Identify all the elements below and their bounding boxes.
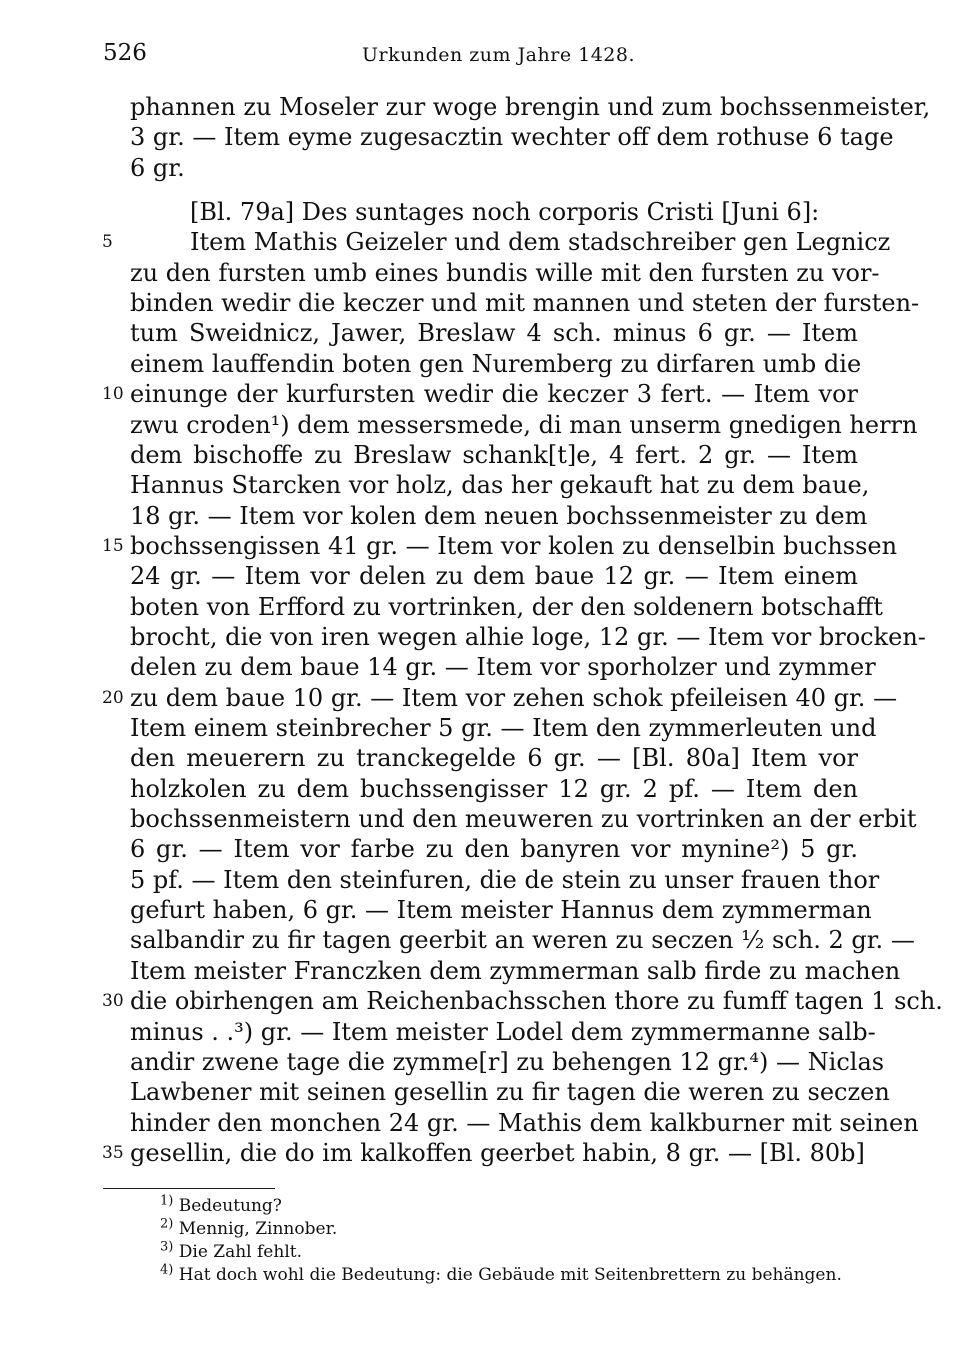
line-number: 15 — [102, 535, 124, 556]
footnote-rule — [103, 1188, 275, 1189]
footnote-mark: 3) — [160, 1239, 174, 1255]
text-line: 24 gr. — Item vor delen zu dem baue 12 gr. — Item einem — [130, 562, 858, 591]
text-line: den meuerern zu tranckegelde 6 gr. — [Bl. 80a] Item vor — [130, 744, 858, 773]
footnote-mark: 1) — [160, 1193, 174, 1209]
text-line: delen zu dem baue 14 gr. — Item vor sporholzer und zymmer — [130, 653, 876, 682]
text-line: minus . .³) gr. — Item meister Lodel dem zymmermanne salb- — [130, 1017, 876, 1046]
footnote — [160, 1264, 842, 1286]
line-number: 35 — [102, 1142, 124, 1163]
page-number: 526 — [103, 40, 147, 66]
footnote-text: Hat doch wohl die Bedeutung: die Gebäude mit Seitenbrettern zu behängen. — [173, 1265, 842, 1285]
footnote-text: Bedeutung? — [173, 1196, 282, 1216]
text-line: die obirhengen am Reichenbachsschen thore zu fumff tagen 1 sch. — [130, 987, 943, 1016]
text-line: einem lauffendin boten gen Nuremberg zu dirfaren umb die — [130, 349, 862, 378]
text-line: holzkolen zu dem buchssengisser 12 gr. 2 pf. — Item den — [130, 774, 858, 803]
footnote-mark: 4) — [160, 1262, 174, 1278]
text-line: 3 gr. — Item eyme zugesacztin wechter off dem rothuse 6 tage — [130, 123, 894, 152]
text-line: salbandir zu fir tagen geerbit an weren zu seczen ½ sch. 2 gr. — — [130, 926, 915, 955]
line-number: 30 — [102, 991, 124, 1012]
text-line: zu den fursten umb eines bundis wille mit den fursten zu vor- — [130, 258, 880, 287]
text-line: phannen zu Moseler zur woge brengin und zum bochssenmeister, — [130, 93, 931, 121]
text-line: Hannus Starcken vor holz, das her gekauft hat zu dem baue, — [130, 471, 870, 500]
running-head: Urkunden zum Jahre 1428. — [362, 44, 636, 66]
text-line: bochssengissen 41 gr. — Item vor kolen zu denselbin buchssen — [130, 531, 898, 560]
text-line: 18 gr. — Item vor kolen dem neuen bochssenmeister zu dem — [130, 501, 868, 530]
footnote-mark: 2) — [160, 1216, 174, 1232]
text-line: andir zwene tage die zymme[r] zu behengen 12 gr.⁴) — Niclas — [130, 1047, 885, 1076]
text-line: zu dem baue 10 gr. — Item vor zehen schok pfeileisen 40 gr. — — [130, 683, 898, 712]
line-number: 20 — [102, 687, 124, 708]
footnote — [160, 1241, 302, 1263]
text-line: 5 pf. — Item den steinfuren, die de stein zu unser frauen thor — [130, 865, 880, 894]
text-line: Item einem steinbrecher 5 gr. — Item den zymmerleuten und — [130, 714, 877, 742]
page-header — [0, 40, 960, 80]
text-line: gefurt haben, 6 gr. — Item meister Hannus dem zymmerman — [130, 896, 872, 925]
footnote-text: Mennig, Zinnober. — [173, 1219, 338, 1239]
text-line: brocht, die von iren wegen alhie loge, 12 gr. — Item vor brocken- — [130, 622, 926, 651]
text-line: einunge der kurfursten wedir die keczer 3 fert. — Item vor — [130, 380, 858, 409]
footnote — [160, 1195, 282, 1217]
section-heading: [Bl. 79a] Des suntages noch corporis Cristi [Juni 6]: — [190, 198, 820, 227]
text-line: gesellin, die do im kalkoffen geerbet habin, 8 gr. — [Bl. 80b] — [130, 1138, 865, 1167]
text-line: Item meister Franczken dem zymmerman salb firde zu machen — [130, 956, 901, 985]
line-number: 10 — [102, 384, 124, 405]
text-line: hinder den monchen 24 gr. — Mathis dem kalkburner mit seinen — [130, 1108, 919, 1137]
text-line: boten von Erfford zu vortrinken, der den soldenern botschafft — [130, 592, 883, 621]
line-number: 5 — [102, 232, 113, 253]
footnote-text: Die Zahl fehlt. — [173, 1242, 302, 1262]
text-line: binden wedir die keczer und mit mannen und steten der fursten- — [130, 289, 920, 318]
text-line: Item Mathis Geizeler und dem stadschreiber gen Legnicz — [190, 228, 891, 257]
text-line: bochssenmeistern und den meuweren zu vortrinken an der erbit — [130, 805, 917, 834]
text-line: 6 gr. — [130, 153, 185, 182]
text-line: dem bischoffe zu Breslaw schank[t]e, 4 fert. 2 gr. — Item — [130, 440, 858, 469]
text-line: Lawbener mit seinen gesellin zu fir tagen die weren zu seczen — [130, 1078, 890, 1107]
footnote — [160, 1218, 337, 1240]
text-line: tum Sweidnicz, Jawer, Breslaw 4 sch. minus 6 gr. — Item — [130, 319, 858, 348]
text-line: 6 gr. — Item vor farbe zu den banyren vor mynine²) 5 gr. — [130, 835, 858, 864]
text-line: zwu croden¹) dem messersmede, di man unserm gnedigen herrn — [130, 410, 918, 439]
